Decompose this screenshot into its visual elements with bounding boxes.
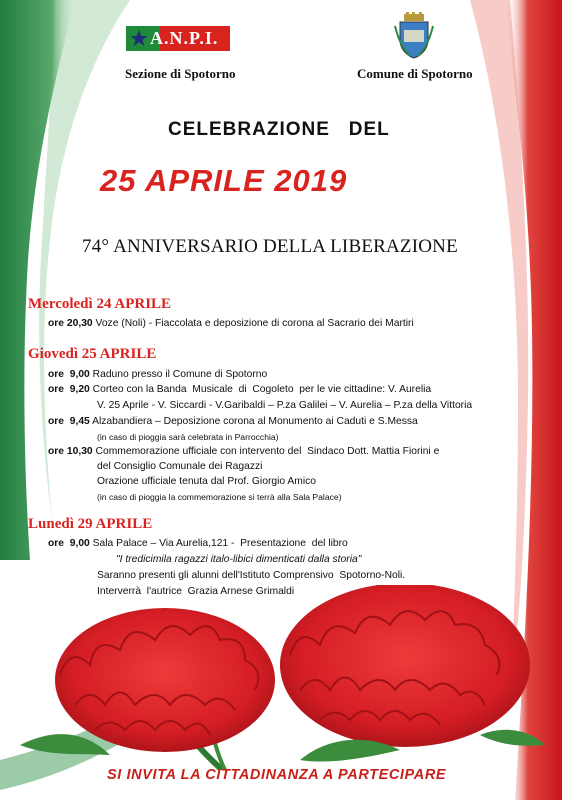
event-time: ore 20,30: [48, 318, 93, 329]
comune-label: Comune di Spotorno: [357, 66, 473, 81]
day-heading-monday: Lunedì 29 APRILE: [28, 516, 153, 532]
event-time: ore 9,45: [48, 416, 90, 427]
event-text: Raduno presso il Comune di Spotorno: [92, 369, 268, 380]
event-row: [48, 384, 431, 395]
book-title: "I tredicimila ragazzi italo-libici dimenticati dalla storia": [116, 554, 362, 565]
title-date: 25 APRILE 2019: [100, 163, 348, 198]
event-row: [48, 318, 414, 329]
event-note: (in caso di pioggia la commemorazione si terrà alla Sala Palace): [97, 492, 342, 502]
event-text: Commemorazione ufficiale con intervento del Sindaco Dott. Mattia Fiorini e: [95, 446, 440, 457]
event-time: ore 10,30: [48, 446, 93, 457]
anpi-logo: [126, 26, 230, 51]
event-text: Voze (Noli) - Fiaccolata e deposizione di corona al Sacrario dei Martiri: [95, 318, 414, 329]
event-text-continued: Interverrà l'autrice Grazia Arnese Grimaldi: [97, 586, 295, 597]
event-text: Alzabandiera – Deposizione corona al Monumento ai Caduti e S.Messa: [92, 416, 418, 427]
title-celebrazione: CELEBRAZIONE DEL: [168, 119, 390, 140]
event-text-continued: del Consiglio Comunale dei Ragazzi: [97, 461, 263, 472]
carnation-left: [55, 608, 275, 752]
event-row: [48, 446, 439, 457]
carnation-flowers-image: [0, 585, 562, 770]
event-text-continued: Saranno presenti gli alunni dell'Istituto Comprensivo Spotorno-Noli.: [97, 570, 406, 581]
event-text: Sala Palace – Via Aurelia,121 - Presentazione del libro: [92, 538, 348, 549]
title-anniversario: 74° ANNIVERSARIO DELLA LIBERAZIONE: [82, 236, 458, 257]
event-row: [48, 538, 348, 549]
event-text-continued: V. 25 Aprile - V. Siccardi - V.Garibaldi – P.za Galilei – V. Aurelia – P.za della Vittoria: [97, 400, 473, 411]
anpi-section-label: Sezione di Spotorno: [125, 66, 236, 81]
day-heading-wednesday: Mercoledì 24 APRILE: [28, 296, 172, 312]
event-time: ore 9,00: [48, 369, 90, 380]
event-row: [48, 416, 418, 427]
comune-crest-icon: [394, 12, 434, 60]
event-time: ore 9,20: [48, 384, 90, 395]
carnation-right: [280, 585, 530, 747]
footer-invitation: SI INVITA LA CITTADINANZA A PARTECIPARE: [107, 767, 447, 783]
event-text: Corteo con la Banda Musicale di Cogoleto per le vie cittadine: V. Aurelia: [92, 384, 432, 395]
event-note: (in caso di pioggia sarà celebrata in Parrocchia): [97, 432, 279, 442]
day-heading-thursday: Giovedì 25 APRILE: [28, 346, 157, 362]
anpi-logo-text: A.N.P.I.: [150, 28, 219, 48]
event-text-continued: Orazione ufficiale tenuta dal Prof. Giorgio Amico: [97, 476, 317, 487]
green-swoosh-2: [39, 0, 130, 520]
event-time: ore 9,00: [48, 538, 90, 549]
event-row: [48, 369, 267, 380]
